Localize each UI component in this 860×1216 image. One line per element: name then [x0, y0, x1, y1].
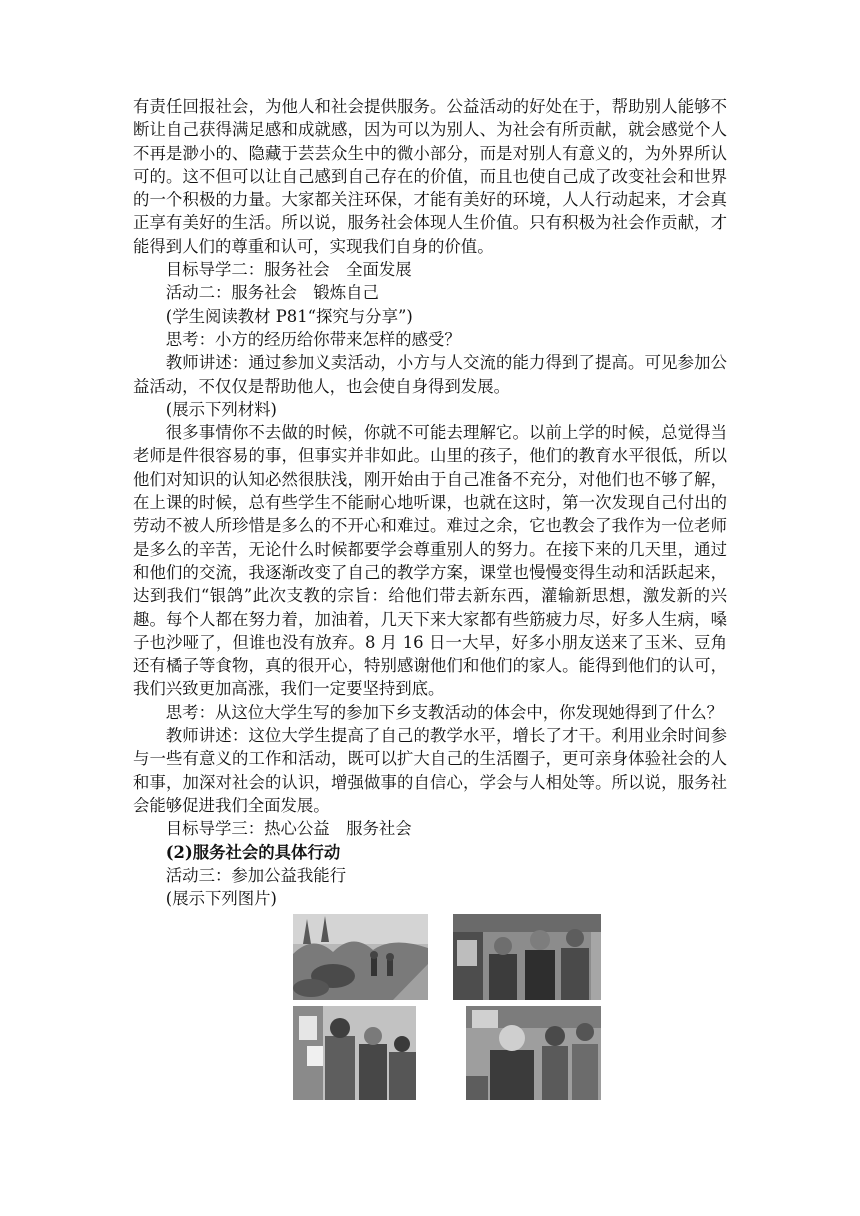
document-page	[133, 95, 727, 1104]
paragraph-volunteer-teaching-story: 很多事情你不去做的时候，你就不可能去理解它。以前上学的时候，总觉得当老师是件很容易的事，但事实并非如此。山里的孩子，他们的教育水平很低，所以他们对知识的认知必然很肤浅，刚开始由于自己准备不充分，对他们也不够了解，在上课的时候，总有些学生不能耐心地听课，也就在这时，第一次发现自己付出的劳动不被人所珍惜是多么的不开心和难过。难过之余，它也教会了我作为一位老师是多么的辛苦，无论什么时候都要学会尊重别人的努力。在接下来的几天里，通过和他们的交流，我逐渐改变了自己的教学方案，课堂也慢慢变得生动和活跃起来，达到我们“银鸽”此次支教的宗旨：给他们带去新东西，灌输新思想，激发新的兴趣。每个人都在努力着，加油着，几天下来大家都有些筋疲力尽，好多人生病，嗓子也沙哑了，但谁也没有放弃。8 月 16 日一大早，好多小朋友送来了玉米、豆角还有橘子等食物，真的很开心，特别感谢他们和他们的家人。能得到他们的认可，我们兴致更加高涨，我们一定要坚持到底。	[133, 423, 727, 699]
question-college-student: 思考：从这位大学生写的参加下乡支教活动的体会中，你发现她得到了什么？	[165, 702, 724, 722]
heading-activity-three: 活动三：参加公益我能行	[165, 865, 347, 885]
photo-volunteers-subway	[453, 914, 601, 1000]
paragraph-public-welfare-value: 有责任回报社会，为他人和社会提供服务。公益活动的好处在于，帮助别人能够不断让自己获得满足感和成就感，因为可以为别人、为社会有所贡献，就会感觉个人不再是渺小的、隐藏于芸芸众生中的微小部分，而是对别人有意义的，为外界所认可的。这不但可以让自己感到自己存在的价值，而且也使自己成了改变社会和世界的一个积极的力量。大家都关注环保，才能有美好的环境，人人行动起来，才会真正享有美好的生活。所以说，服务社会体现人生价值。只有积极为社会作贡献，才能得到人们的尊重和认可，实现我们自身的价值。	[133, 97, 727, 256]
question-xiaofang: 思考：小方的经历给你带来怎样的感受？	[165, 329, 461, 349]
heading-goal-two: 目标导学二：服务社会 全面发展	[165, 260, 412, 280]
note-read-textbook: (学生阅读教材 P81“探究与分享”)	[165, 306, 413, 326]
paragraph-teacher-talk-one: 教师讲述：通过参加义卖活动，小方与人交流的能力得到了提高。可见参加公益活动，不仅仅是帮助他人，也会使自身得到发展。	[133, 353, 727, 396]
heading-goal-three: 目标导学三：热心公益 服务社会	[165, 819, 412, 839]
photo-volunteers-helping-elderly	[466, 1006, 601, 1100]
paragraph-teacher-talk-two: 教师讲述：这位大学生提高了自己的教学水平，增长了才干。利用业余时间参与一些有意义的工作和活动，既可以扩大自己的生活圈子，更可亲身体验社会的人和事，加深对社会的认识，增强做事的自信心，学会与人相处等。所以说，服务社会能够促进我们全面发展。	[133, 726, 727, 815]
heading-specific-actions: (2)服务社会的具体行动	[165, 842, 341, 862]
photo-volunteers-planting	[293, 914, 428, 1000]
photo-grid	[133, 914, 727, 1104]
note-show-pictures: (展示下列图片)	[165, 889, 277, 909]
heading-activity-two: 活动二：服务社会 锻炼自己	[165, 283, 379, 303]
photo-volunteers-posting-notice	[293, 1006, 416, 1100]
note-show-material: (展示下列材料)	[165, 399, 277, 419]
